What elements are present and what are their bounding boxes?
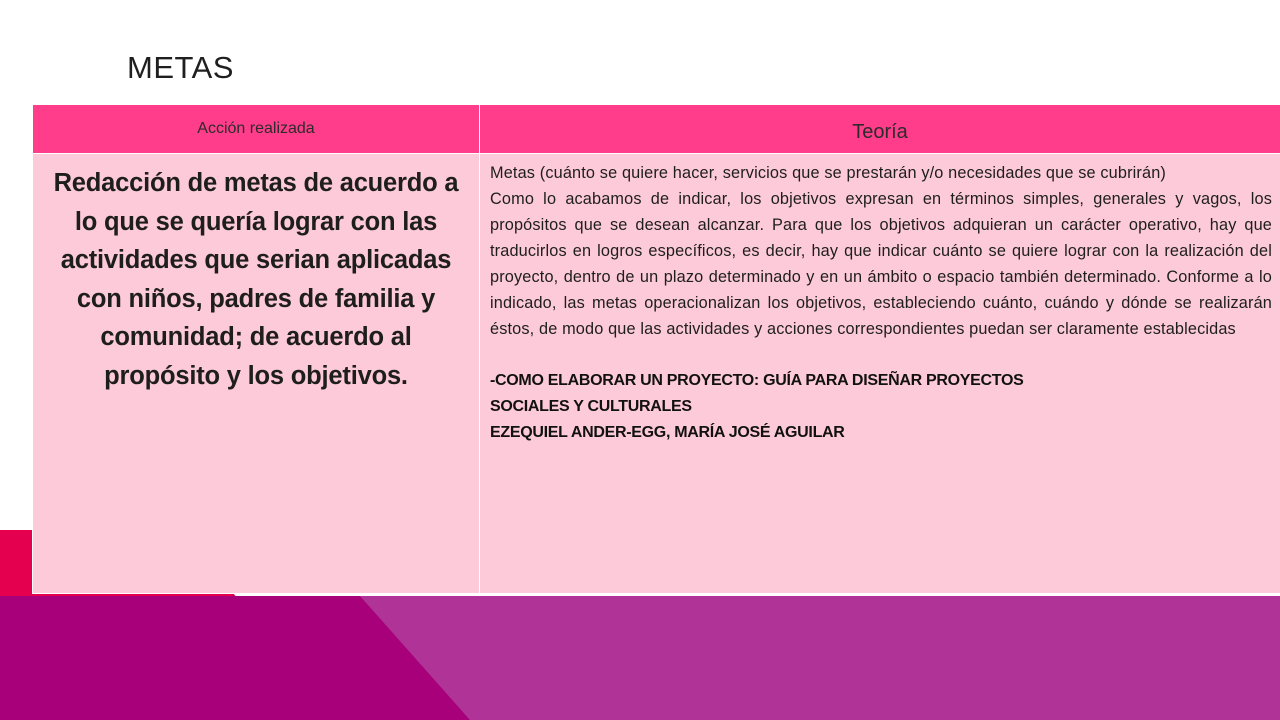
column-header-action: Acción realizada [33, 105, 480, 154]
column-header-theory: Teoría [480, 105, 1280, 154]
table-header-row [33, 105, 1280, 154]
theory-intro: Metas (cuánto se quiere hacer, servicios que se prestarán y/o necesidades que se cubrirán) [490, 164, 1166, 182]
reference-block [490, 368, 1272, 446]
theory-cell [480, 154, 1280, 594]
table-row [33, 154, 1280, 594]
theory-body: Como lo acabamos de indicar, los objetivos expresan en términos simples, generales y vagos, los propósitos que se desean alcanzar. Para que los objetivos adquieran un carácter operativo, hay que traducirlos en logros específicos, es decir, hay que indicar cuánto se quiere lograr con la realización del proyecto, dentro de un plazo determinado y en un ámbito o espacio también determinado. Conforme a lo indicado, las metas operacionalizan los objetivos, estableciendo cuánto, cuándo y dónde se realizarán éstos, de modo que las actividades y acciones correspondientes puedan ser claramente establecidas [490, 190, 1272, 338]
reference-title-line-2: SOCIALES Y CULTURALES [490, 398, 692, 415]
reference-title-line-1: -COMO ELABORAR UN PROYECTO: GUÍA PARA DISEÑAR PROYECTOS [490, 372, 1024, 389]
purple-band-shape [360, 596, 1280, 720]
action-cell: Redacción de metas de acuerdo a lo que se quería lograr con las actividades que serian aplicadas con niños, padres de familia y comunidad; de acuerdo al propósito y los objetivos. [33, 154, 480, 594]
reference-authors: EZEQUIEL ANDER-EGG, MARÍA JOSÉ AGUILAR [490, 424, 845, 441]
goals-table [32, 104, 1280, 594]
page-title: METAS [127, 50, 234, 85]
